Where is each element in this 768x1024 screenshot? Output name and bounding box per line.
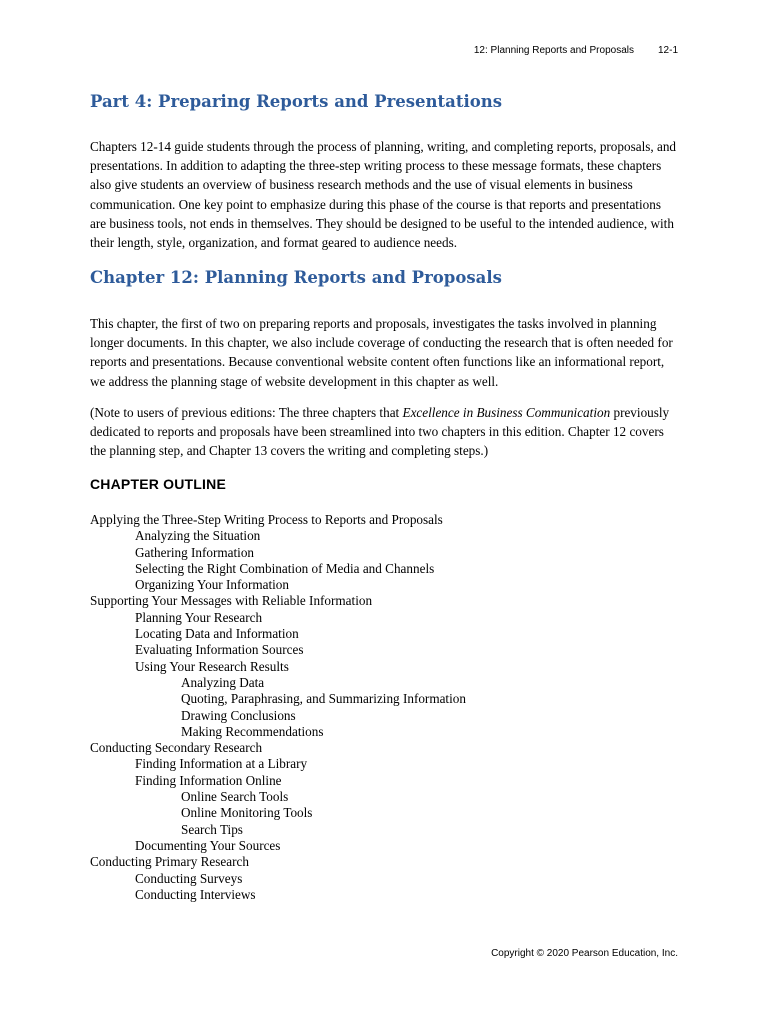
outline-item: Quoting, Paraphrasing, and Summarizing Information <box>181 691 466 707</box>
chapter-outline <box>90 512 466 903</box>
outline-item: Making Recommendations <box>181 723 324 739</box>
copyright-footer: Copyright © 2020 Pearson Education, Inc. <box>491 948 678 959</box>
outline-item: Conducting Interviews <box>135 886 256 902</box>
outline-item: Organizing Your Information <box>135 577 289 593</box>
note-paragraph <box>90 403 680 461</box>
part-heading: Part 4: Preparing Reports and Presentations <box>90 92 503 111</box>
chapter-paragraph: This chapter, the first of two on preparing reports and proposals, investigates the tasks involved in planning longer documents. In this chapter, we also include coverage of conducting the research that is often needed for reports and presentations. Because conventional website content often functions like an informational report, we address the planning stage of website development in this chapter as well. <box>90 316 673 389</box>
outline-item: Planning Your Research <box>135 609 263 625</box>
outline-item: Finding Information Online <box>135 772 282 788</box>
page-number: 12-1 <box>657 45 678 56</box>
outline-item: Drawing Conclusions <box>181 707 296 723</box>
outline-item: Conducting Primary Research <box>90 854 249 870</box>
running-header <box>474 45 678 56</box>
outline-item: Analyzing Data <box>181 674 265 690</box>
outline-item: Search Tips <box>181 821 243 837</box>
intro-paragraph: Chapters 12-14 guide students through the process of planning, writing, and completing reports, proposals, and presentations. In addition to adapting the three-step writing process to these message formats, these chapters also give students an overview of business research methods and the use of visual elements in business communication. One key point to emphasize during this phase of the course is that reports and presentations are business tools, not ends in themselves. They should be designed to be useful to the intended audience, with their length, style, organization, and format geared to audience needs. <box>90 139 677 251</box>
outline-item: Online Monitoring Tools <box>181 805 313 821</box>
outline-item: Gathering Information <box>135 544 255 560</box>
outline-item: Evaluating Information Sources <box>135 642 304 658</box>
outline-item: Using Your Research Results <box>135 658 289 674</box>
outline-item: Online Search Tools <box>181 789 289 805</box>
outline-item: Conducting Secondary Research <box>90 740 263 756</box>
book-title: Excellence in Business Communication <box>402 405 611 420</box>
note-text-after: previously dedicated to reports and proposals have been streamlined into two chapters in this edition. Chapter 12 covers the planning step, and Chapter 13 covers the writing and completing steps.) <box>90 405 670 459</box>
outline-item: Documenting Your Sources <box>135 837 281 853</box>
note-text-before: (Note to users of previous editions: The three chapters that <box>90 405 403 420</box>
outline-item: Locating Data and Information <box>135 626 299 642</box>
running-title: 12: Planning Reports and Proposals <box>473 45 634 56</box>
outline-item: Applying the Three-Step Writing Process to Reports and Proposals <box>90 512 443 527</box>
outline-item: Analyzing the Situation <box>135 528 261 544</box>
outline-item: Finding Information at a Library <box>135 756 308 772</box>
outline-title: CHAPTER OUTLINE <box>90 476 226 492</box>
outline-item: Selecting the Right Combination of Media and Channels <box>135 560 435 576</box>
outline-item: Supporting Your Messages with Reliable Information <box>90 593 373 609</box>
chapter-heading: Chapter 12: Planning Reports and Proposals <box>90 268 502 287</box>
outline-item: Conducting Surveys <box>135 870 243 886</box>
